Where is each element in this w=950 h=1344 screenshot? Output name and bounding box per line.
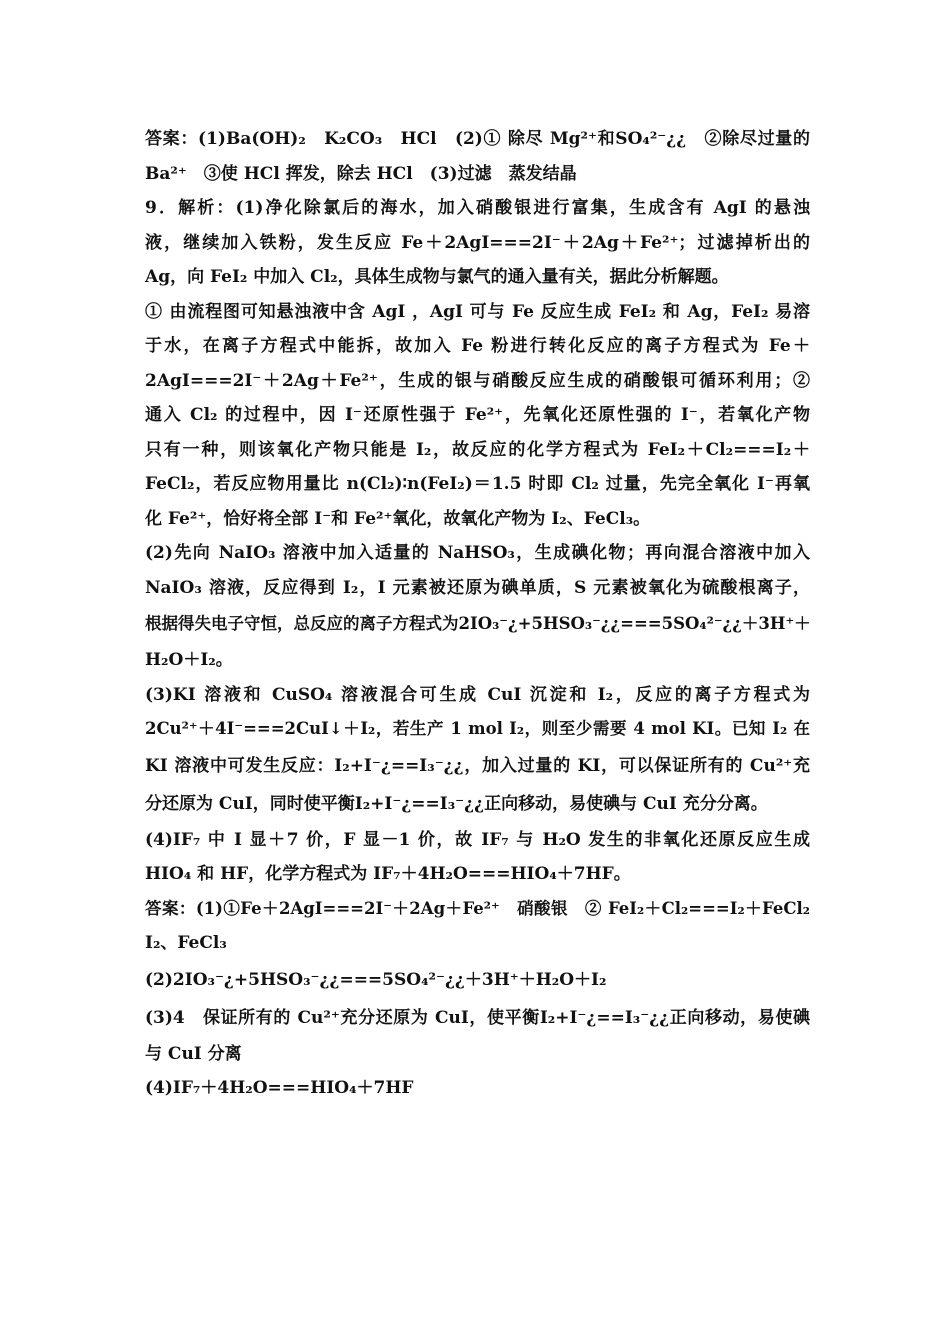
solution-9-line-9: FeCl₂，若反应物用量比 n(Cl₂)∶n(FeI₂)＝1.5 时即 Cl₂ 过量，先完全氧化 I⁻再氧 [145,474,810,494]
solution-9-part2-line-3: 根据得失电子守恒，总反应的离子方程式为2IO₃⁻¿+5HSO₃⁻¿¿===5SO₄²⁻¿¿＋3H⁺＋ [145,614,811,633]
solution-9-part3-line-1: (3)KI 溶液和 CuSO₄ 溶液混合可生成 CuI 沉淀和 I₂，反应的离子方程式为 [145,684,810,705]
solution-9-line-7: 通入 Cl₂ 的过程中，因 I⁻还原性强于 Fe²⁺，先氧化还原性强的 I⁻，若氧化产物 [145,405,810,425]
solution-9-line-5: 于水，在离子方程式中能拆，故加入 Fe 粉进行转化反应的离子方程式为 Fe＋ [145,336,810,356]
solution-9-line-8: 只有一种，则该氧化产物只能是 I₂，故反应的化学方程式为 FeI₂＋Cl₂===I₂＋ [145,439,810,460]
solution-9-part3-line-2: 2Cu²⁺＋4I⁻===2CuI↓＋I₂，若生产 1 mol I₂，则至少需要 4 mol KI。已知 I₂ 在 [145,719,810,738]
solution-9-part2-line-4: H₂O＋I₂。 [145,650,233,670]
solution-9-part2-line-1: (2)先向 NaIO₃ 溶液中加入适量的 NaHSO₃，生成碘化物；再向混合溶液中加入 [145,543,810,563]
solution-9-line-4: ① 由流程图可知悬浊液中含 AgI ，AgI 可与 Fe 反应生成 FeI₂ 和 Ag，FeI₂ 易溶 [145,301,810,322]
answer-9-line-1: 答案：(1)①Fe＋2AgI===2I⁻＋2Ag＋Fe²⁺ 硝酸银 ② FeI₂＋Cl₂===I₂＋FeCl₂ [145,898,810,918]
answer-9-line-4: (3)4 保证所有的 Cu²⁺充分还原为 CuI，使平衡I₂+I⁻¿==I₃⁻¿¿正向移动，易使碘 [145,1007,810,1028]
solution-9-line-1: 9．解析：(1)净化除氯后的海水，加入硝酸银进行富集，生成含有 AgI 的悬浊 [145,198,810,218]
solution-9-part2-line-2: NaIO₃ 溶液，反应得到 I₂，I 元素被还原为碘单质，S 元素被氧化为硫酸根离子， [145,577,810,598]
solution-9-part3-line-4: 分还原为 CuI，同时使平衡I₂+I⁻¿==I₃⁻¿¿正向移动，易使碘与 CuI 充分分离。 [145,793,768,814]
solution-9-line-2: 液，继续加入铁粉，发生反应 Fe＋2AgI===2I⁻＋2Ag＋Fe²⁺；过滤掉析出的 [145,232,810,253]
solution-9-part4-line-1: (4)IF₇ 中 I 显＋7 价，F 显－1 价，故 IF₇ 与 H₂O 发生的非氧化还原反应生成 [145,829,810,850]
answer-9-line-3: (2)2IO₃⁻¿+5HSO₃⁻¿¿===5SO₄²⁻¿¿＋3H⁺＋H₂O＋I₂ [145,969,607,990]
solution-9-line-3: Ag，向 FeI₂ 中加入 Cl₂，具体生成物与氯气的通入量有关，据此分析解题。 [145,267,729,287]
document-page [145,122,810,1106]
solution-9-line-10: 化 Fe²⁺，恰好将全部 I⁻和 Fe²⁺氧化，故氧化产物为 I₂、FeCl₃。 [145,508,651,529]
answer-8-line-1: 答案：(1)Ba(OH)₂ K₂CO₃ HCl (2)① 除尽 Mg²⁺和SO₄²⁻¿¿ ②除尽过量的 [145,129,810,149]
solution-9-part4-line-2: HIO₄ 和 HF，化学方程式为 IF₇＋4H₂O===HIO₄＋7HF。 [145,864,631,884]
solution-9-line-6: 2AgI===2I⁻＋2Ag＋Fe²⁺，生成的银与硝酸反应生成的硝酸银可循环利用；② [145,370,810,391]
solution-9-part3-line-3: KI 溶液中可发生反应：I₂+I⁻¿==I₃⁻¿¿，加入过量的 KI，可以保证所有的 Cu²⁺充 [145,755,810,776]
answer-9-line-5: 与 CuI 分离 [145,1043,242,1064]
answer-9-line-2: I₂、FeCl₃ [145,933,227,953]
answer-9-line-6: (4)IF₇＋4H₂O===HIO₄＋7HF [145,1078,414,1098]
answer-8-line-2: Ba²⁺ ③使 HCl 挥发，除去 HCl (3)过滤 蒸发结晶 [145,163,577,184]
